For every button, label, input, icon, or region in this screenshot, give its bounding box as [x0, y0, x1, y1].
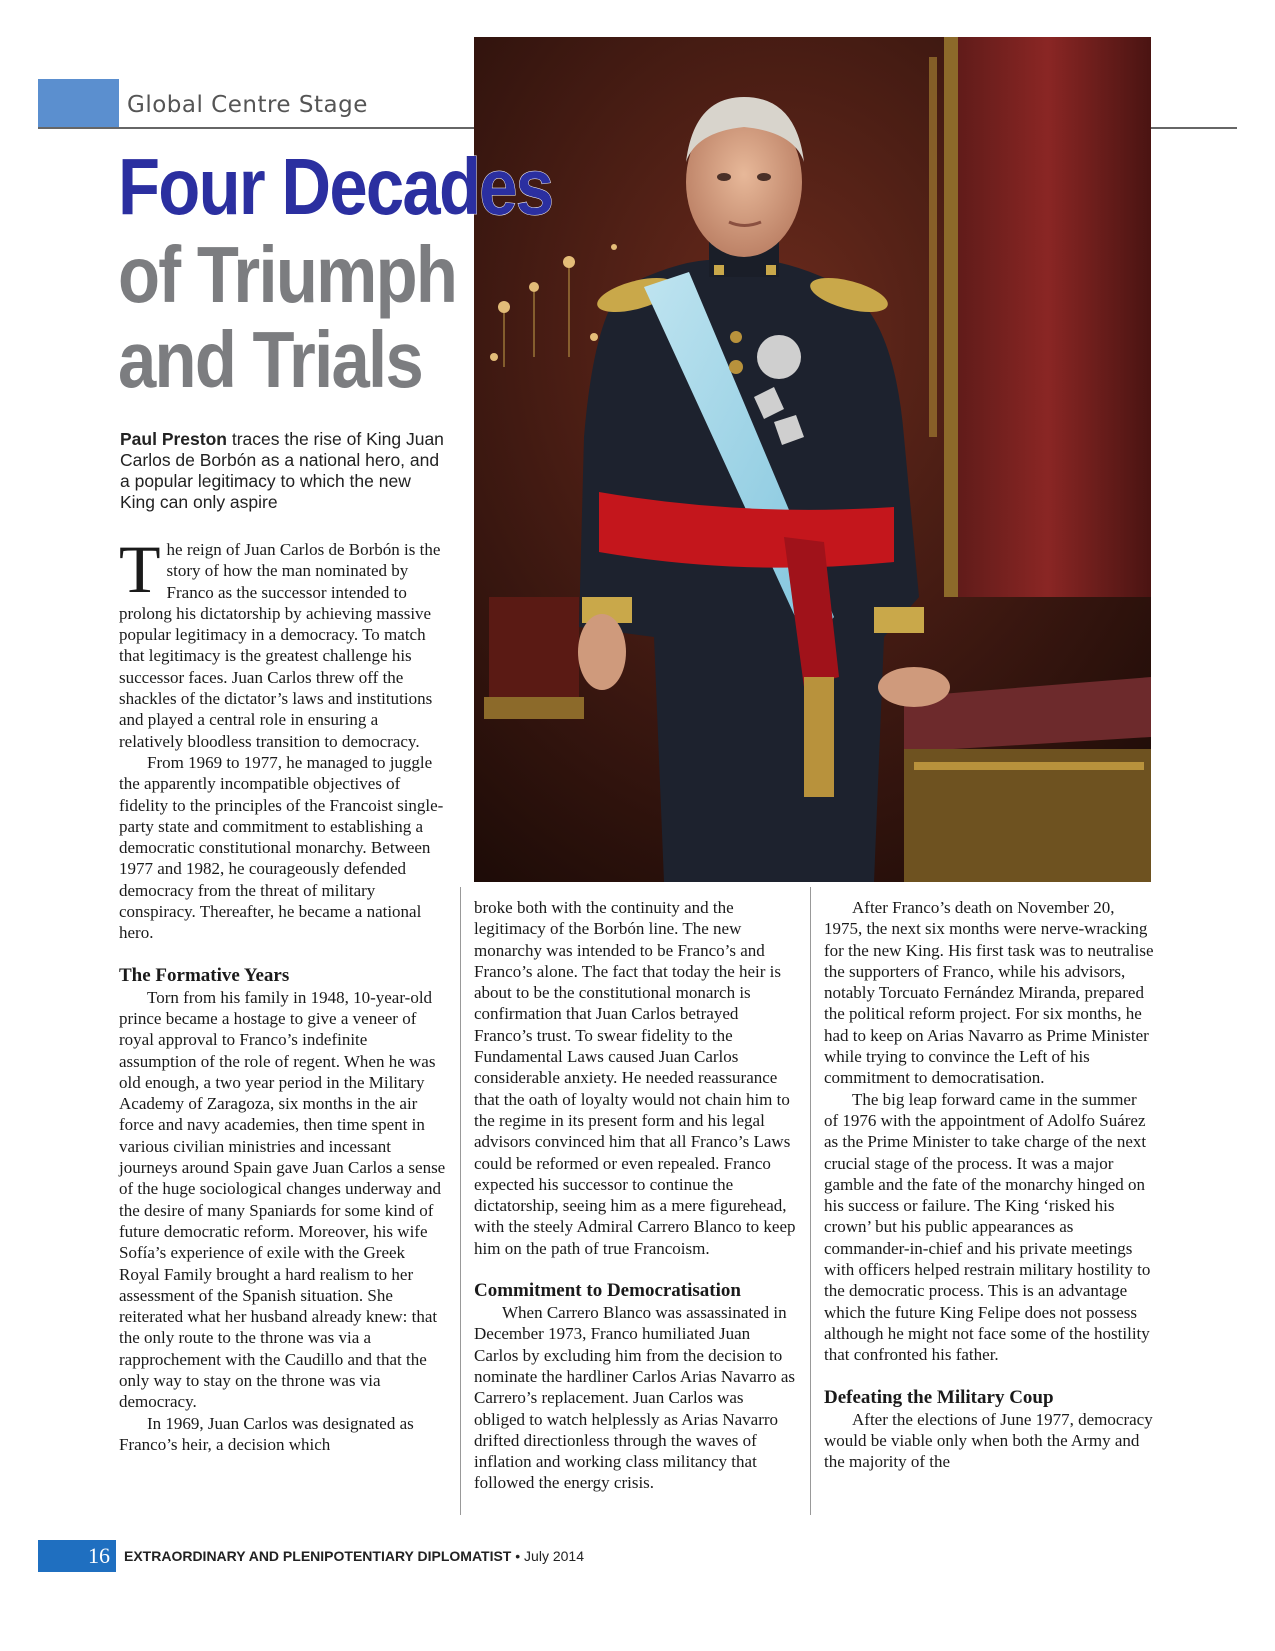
page-number: 16: [88, 1543, 110, 1568]
footer-publication: EXTRAORDINARY AND PLENIPOTENTIARY DIPLOMATIST • July 2014: [124, 1548, 584, 1564]
subheading: The Formative Years: [119, 964, 290, 986]
footer-date: July 2014: [524, 1548, 584, 1564]
standfirst-text: traces the rise of King Juan Carlos de Borbón as a national hero, and a popular legitimacy to which the new King can only aspire: [120, 429, 444, 512]
article-column-2: [474, 897, 797, 1494]
subheading: Defeating the Military Coup: [824, 1386, 1054, 1408]
paragraph: broke both with the continuity and the legitimacy of the Borbón line. The new monarchy was intended to be Franco’s and Franco’s alone. The fact that today the heir is about to be the constitutional monarch is confirmation that Juan Carlos betrayed Franco’s trust. To swear fidelity to the Fundamental Laws caused Juan Carlos considerable anxiety. He needed reassurance that the oath of loyalty would not chain him to the regime in its present form and his legal advisors convinced him that all Franco’s Laws could be reformed or even repealed. Franco expected his successor to continue the dictatorship, seeing him as a mere figurehead, with the steely Admiral Carrero Blanco to keep him on the path of true Francoism.: [474, 898, 796, 1258]
paragraph: Torn from his family in 1948, 10-year-old prince became a hostage to give a veneer of royal approval to Franco’s indefinite assumption of the role of regent. When he was old enough, a two year period in the Military Academy of Zaragoza, six months in the air force and navy academies, then time spent in various civilian ministries and incessant journeys around Spain gave Juan Carlos a sense of the huge sociological changes underway and the desire of many Spaniards for some kind of future democratic reform. Moreover, his wife Sofía’s experience of exile with the Greek Royal Family brought a hard realism to her assessment of the Spanish situation. She reiterated what her husband already knew: that the only route to the throne was via a rapprochement with the Caudillo and that the only way to stay on the throne was via democracy.: [119, 987, 446, 1412]
paragraph: The reign of Juan Carlos de Borbón is the story of how the man nominated by Franco as the successor intended to prolong his dictatorship by achieving massive popular legitimacy in a democracy. To match that legitimacy is the greatest challenge his successor faces. Juan Carlos threw off the shackles of the dictator’s laws and institutions and played a central role in ensuring a relatively bloodless transition to democracy.: [119, 531, 441, 751]
paragraph: After Franco’s death on November 20, 1975, the next six months were nerve-wracking for the new King. His first task was to neutralise the supporters of Franco, while his advisors, notably Torcuato Fernández Miranda, prepared the political reform project. For six months, he had to keep on Arias Navarro as Prime Minister while trying to convince the Left of his commitment to democratisation.: [824, 898, 1154, 1088]
headline-line-1: Four Decades: [118, 142, 553, 231]
header-rule-right: [1151, 127, 1237, 129]
header-rule: [38, 127, 474, 129]
column-divider: [460, 887, 461, 1515]
headline-line-2: of Triumph: [118, 230, 457, 319]
paragraph: When Carrero Blanco was assassinated in December 1973, Franco humiliated Juan Carlos by excluding him from the decision to nominate the hardliner Carlos Arias Navarro as Carrero’s replacement. Juan Carlos was obliged to watch helplessly as Arias Navarro drifted directionless through the waves of inflation and working class militancy that followed the energy crisis.: [474, 1303, 796, 1493]
article-column-1: [119, 531, 446, 1455]
subheading: Commitment to Democratisation: [474, 1280, 741, 1302]
section-label: Global Centre Stage: [127, 92, 368, 118]
drop-cap: T: [119, 531, 161, 607]
king-portrait-photo: [474, 37, 1151, 882]
headline-line-3: and Trials: [118, 315, 422, 404]
column-divider: [810, 887, 811, 1515]
paragraph: After the elections of June 1977, democracy would be viable only when both the Army and the majority of the: [824, 1409, 1153, 1472]
article-column-3: [824, 897, 1154, 1472]
paragraph: In 1969, Juan Carlos was designated as Franco’s heir, a decision which: [119, 1413, 414, 1454]
paragraph: From 1969 to 1977, he managed to juggle the apparently incompatible objectives of fidelity to the principles of the Francoist single-party state and commitment to establishing a democratic constitutional monarchy. Between 1977 and 1982, he courageously defended democracy from the threat of military conspiracy. Thereafter, he became a national hero.: [119, 752, 444, 943]
author-name: Paul Preston: [120, 429, 227, 449]
section-color-block: [38, 79, 119, 128]
paragraph: The big leap forward came in the summer of 1976 with the appointment of Adolfo Suárez as the Prime Minister to take charge of the next crucial stage of the process. It was a major gamble and the fate of the monarchy hinged on his success or failure. The King ‘risked his crown’ but his public appearances as commander-in-chief and his private meetings with officers helped restrain military hostility to the democratic process. This is an advantage which the future King Felipe does not possess although he might not face some of the hostility that confronted his father.: [824, 1089, 1151, 1365]
standfirst: [120, 429, 448, 513]
